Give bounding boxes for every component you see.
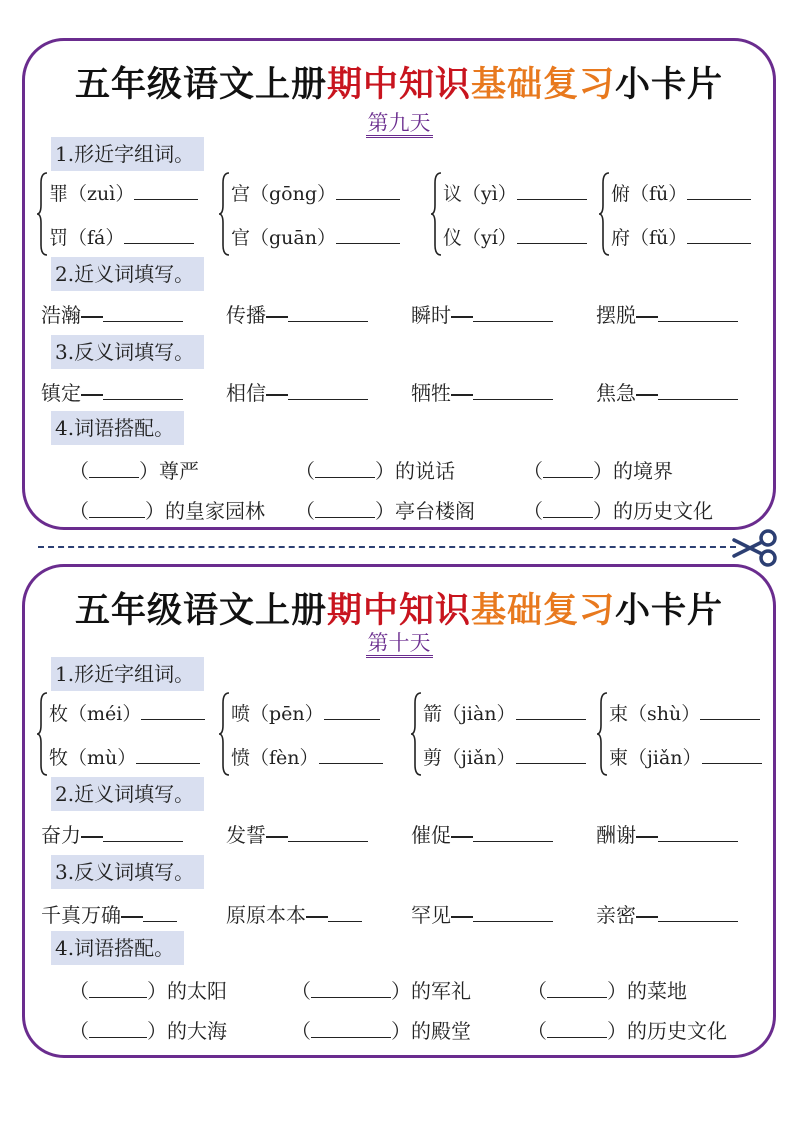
scissors-icon: [728, 528, 780, 568]
answer-blank[interactable]: [658, 381, 738, 400]
answer-blank[interactable]: [473, 303, 553, 322]
answer-blank[interactable]: [473, 823, 553, 842]
section-similar-chars: 1.形近字组词。: [51, 657, 204, 691]
answer-blank[interactable]: [328, 903, 362, 922]
answer-blank[interactable]: [103, 303, 183, 322]
brace-icon: [219, 691, 231, 777]
char-pair-1: 罪（zuì） 罚（fá）: [37, 171, 223, 257]
day-label: 第十天: [25, 627, 773, 657]
answer-blank[interactable]: [124, 225, 194, 244]
answer-blank[interactable]: [89, 459, 139, 478]
answer-blank[interactable]: [543, 499, 593, 518]
section-synonyms: 2.近义词填写。: [51, 777, 204, 811]
section-collocation: 4.词语搭配。: [51, 931, 184, 965]
collocation-item: （ ）的说话: [295, 459, 455, 483]
brace-icon: [37, 691, 49, 777]
brace-icon: [219, 171, 231, 257]
answer-blank[interactable]: [319, 745, 383, 764]
char-pair-3: 箭（jiàn） 剪（jiǎn）: [411, 691, 597, 777]
answer-blank[interactable]: [473, 381, 553, 400]
answer-blank[interactable]: [143, 903, 177, 922]
answer-blank[interactable]: [687, 181, 751, 200]
collocation-item: （ ）的历史文化: [527, 1019, 727, 1043]
answer-blank[interactable]: [687, 225, 751, 244]
char-pair-3: 议（yì） 仪（yí）: [431, 171, 617, 257]
answer-blank[interactable]: [134, 181, 198, 200]
answer-blank[interactable]: [658, 903, 738, 922]
answer-blank[interactable]: [89, 1019, 147, 1038]
section-antonyms: 3.反义词填写。: [51, 855, 204, 889]
char-pair-1: 枚（méi） 牧（mù）: [37, 691, 223, 777]
answer-blank[interactable]: [288, 303, 368, 322]
review-card-day-10: 五年级语文上册期中知识基础复习小卡片 第十天 1.形近字组词。 枚（méi） 牧（mù） 喷（pēn） 愤（fèn） 箭（jiàn） 剪（jiǎn） 束（shù） 柬（jiǎn） 2.近义词填写。 奋力 发誓 催促 酬谢 3.反义词填写。 千真万确 原原本本 罕见 亲密 4.词语搭配。 （ ）的太阳 （ ）的军礼 （ ）的菜地 （ ）的大海 （ ）的殿堂 （ ）的历史文化: [22, 564, 776, 1058]
answer-blank[interactable]: [547, 1019, 607, 1038]
collocation-item: （ ）尊严: [69, 459, 199, 483]
collocation-item: （ ）的皇家园林: [69, 499, 265, 523]
answer-blank[interactable]: [336, 181, 400, 200]
answer-blank[interactable]: [658, 823, 738, 842]
brace-icon: [37, 171, 49, 257]
answer-blank[interactable]: [324, 701, 380, 720]
answer-blank[interactable]: [516, 701, 586, 720]
collocation-item: （ ）的大海: [69, 1019, 227, 1043]
char-pair-2: 宫（gōng） 官（guān）: [219, 171, 405, 257]
collocation-item: （ ）的太阳: [69, 979, 227, 1003]
collocation-item: （ ）的军礼: [291, 979, 471, 1003]
collocation-item: （ ）亭台楼阁: [295, 499, 475, 523]
day-label: 第九天: [25, 107, 773, 137]
answer-blank[interactable]: [136, 745, 200, 764]
section-similar-chars: 1.形近字组词。: [51, 137, 204, 171]
char-pair-4: 束（shù） 柬（jiǎn）: [597, 691, 783, 777]
answer-blank[interactable]: [658, 303, 738, 322]
section-antonyms: 3.反义词填写。: [51, 335, 204, 369]
collocation-item: （ ）的殿堂: [291, 1019, 471, 1043]
collocation-item: （ ）的菜地: [527, 979, 687, 1003]
collocation-item: （ ）的历史文化: [523, 499, 713, 523]
section-collocation: 4.词语搭配。: [51, 411, 184, 445]
brace-icon: [599, 171, 611, 257]
answer-blank[interactable]: [141, 701, 205, 720]
answer-blank[interactable]: [89, 499, 145, 518]
brace-icon: [597, 691, 609, 777]
answer-blank[interactable]: [315, 499, 375, 518]
answer-blank[interactable]: [517, 181, 587, 200]
char-pair-2: 喷（pēn） 愤（fèn）: [219, 691, 405, 777]
answer-blank[interactable]: [473, 903, 553, 922]
answer-blank[interactable]: [288, 823, 368, 842]
section-synonyms: 2.近义词填写。: [51, 257, 204, 291]
answer-blank[interactable]: [103, 823, 183, 842]
answer-blank[interactable]: [336, 225, 400, 244]
answer-blank[interactable]: [311, 1019, 391, 1038]
answer-blank[interactable]: [311, 979, 391, 998]
char-pair-4: 俯（fǔ） 府（fǔ）: [599, 171, 785, 257]
card-title: 五年级语文上册期中知识基础复习小卡片: [74, 591, 724, 631]
answer-blank[interactable]: [700, 701, 760, 720]
answer-blank[interactable]: [288, 381, 368, 400]
answer-blank[interactable]: [543, 459, 593, 478]
brace-icon: [411, 691, 423, 777]
review-card-day-9: 五年级语文上册期中知识基础复习小卡片 第九天 1.形近字组词。 罪（zuì） 罚（fá） 宫（gōng） 官（guān） 议（yì） 仪（yí） 俯（fǔ） 府（fǔ） 2.近义词填写。 浩瀚 传播 瞬时 摆脱 3.反义词填写。 镇定 相信 牺牲 焦急 4.词语搭配。 （ ）尊严 （ ）的说话 （ ）的境界 （ ）的皇家园林 （ ）亭台楼阁 （ ）的历史文化: [22, 38, 776, 530]
answer-blank[interactable]: [89, 979, 147, 998]
cut-line: [38, 546, 736, 548]
answer-blank[interactable]: [103, 381, 183, 400]
answer-blank[interactable]: [315, 459, 375, 478]
card-title: 五年级语文上册期中知识基础复习小卡片: [74, 65, 724, 105]
answer-blank[interactable]: [547, 979, 607, 998]
brace-icon: [431, 171, 443, 257]
answer-blank[interactable]: [517, 225, 587, 244]
collocation-item: （ ）的境界: [523, 459, 673, 483]
answer-blank[interactable]: [702, 745, 762, 764]
answer-blank[interactable]: [516, 745, 586, 764]
